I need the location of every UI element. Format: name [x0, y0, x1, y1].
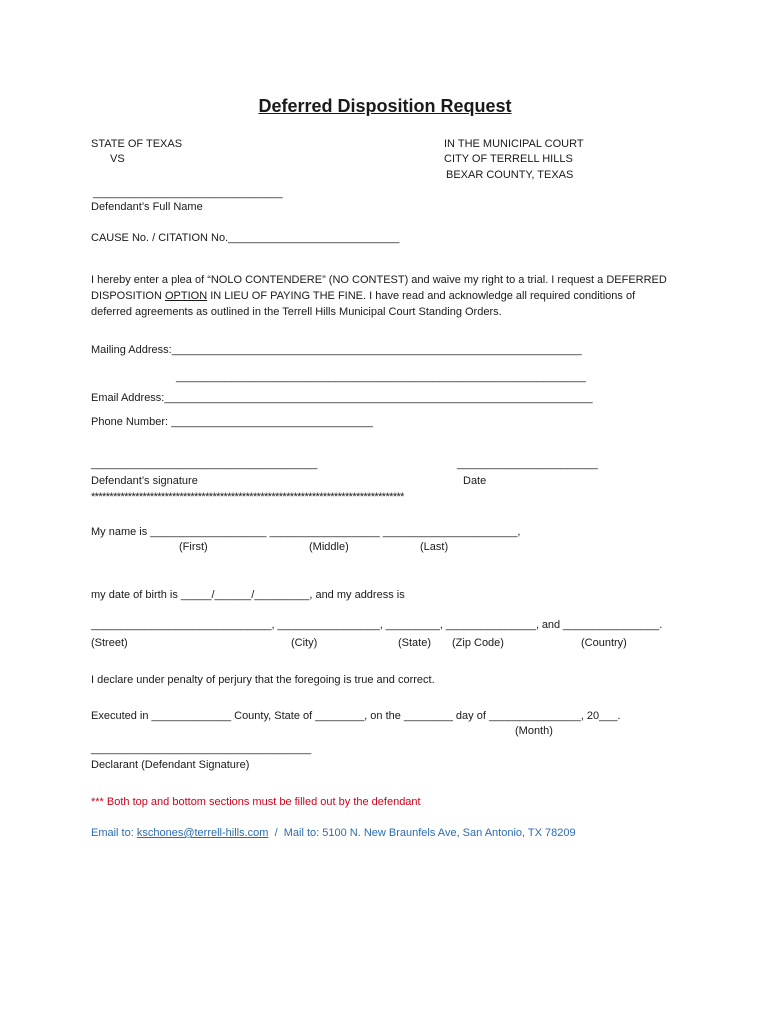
plea-line-2a: DISPOSITION	[91, 290, 165, 302]
address-field[interactable]: ______________________________, _________________, _________, _______________, and ________________.	[91, 619, 663, 631]
country-label: (Country)	[581, 637, 627, 649]
email-prefix: Email to:	[91, 827, 137, 839]
plea-line-2	[91, 289, 635, 303]
plea-line-2c: IN LIEU OF PAYING THE FINE. I have read and acknowledge all required conditions of	[207, 290, 636, 302]
last-name-label: (Last)	[420, 541, 449, 553]
court-city: CITY OF TERRELL HILLS	[444, 153, 573, 165]
contact-separator: /	[268, 827, 284, 839]
zip-code-label: (Zip Code)	[452, 637, 504, 649]
plea-option: OPTION	[164, 290, 208, 302]
star-divider: *************************************************************************************	[91, 491, 404, 503]
executed-field[interactable]: Executed in _____________ County, State of ________, on the ________ day of _______________, 20___.	[91, 710, 621, 722]
court-name: IN THE MUNICIPAL COURT	[444, 138, 584, 150]
contact-line	[91, 826, 576, 840]
mail-address: Mail to: 5100 N. New Braunfels Ave, San Antonio, TX 78209	[283, 827, 576, 839]
defendant-name-label: Defendant’s Full Name	[91, 201, 203, 213]
phone-number-field[interactable]: Phone Number: _________________________________	[91, 416, 373, 428]
date-label: Date	[463, 475, 487, 487]
court-county: BEXAR COUNTY, TEXAS	[446, 169, 574, 181]
vs-label: VS	[110, 153, 125, 165]
defendant-signature-label: Defendant’s signature	[91, 475, 198, 487]
state-of-texas: STATE OF TEXAS	[91, 138, 183, 150]
date-field[interactable]: _______________________	[457, 458, 598, 470]
declarant-signature-label: Declarant (Defendant Signature)	[91, 759, 250, 771]
first-name-label: (First)	[179, 541, 208, 553]
email-link[interactable]: kschones@terrell-hills.com	[136, 827, 269, 839]
email-address-field[interactable]: Email Address:______________________________________________________________________	[91, 392, 593, 404]
date-of-birth-field[interactable]: my date of birth is _____/______/_________, and my address is	[91, 589, 405, 601]
street-label: (Street)	[91, 637, 128, 649]
defendant-signature-field[interactable]: _____________________________________	[91, 458, 318, 470]
month-label: (Month)	[515, 725, 553, 737]
defendant-name-field[interactable]: _______________________________	[93, 187, 283, 199]
city-label: (City)	[291, 637, 318, 649]
mailing-address-field[interactable]: Mailing Address:___________________________________________________________________	[91, 344, 582, 356]
name-field[interactable]: My name is ___________________ __________________ ______________________,	[91, 526, 521, 538]
perjury-declaration: I declare under penalty of perjury that the foregoing is true and correct.	[91, 674, 435, 686]
mailing-address-field-2[interactable]: ___________________________________________________________________	[176, 371, 586, 383]
declarant-signature-field[interactable]: ____________________________________	[91, 743, 312, 755]
middle-name-label: (Middle)	[309, 541, 349, 553]
state-label: (State)	[398, 637, 432, 649]
plea-line-3: deferred agreements as outlined in the Terrell Hills Municipal Court Standing Orders.	[91, 306, 502, 318]
instruction-note: *** Both top and bottom sections must be filled out by the defendant	[91, 796, 421, 808]
page-title: Deferred Disposition Request	[258, 96, 512, 116]
plea-line-1: I hereby enter a plea of “NOLO CONTENDERE” (NO CONTEST) and waive my right to a trial. I request a DEFERRED	[91, 274, 667, 286]
cause-number-field[interactable]: CAUSE No. / CITATION No.____________________________	[91, 232, 400, 244]
